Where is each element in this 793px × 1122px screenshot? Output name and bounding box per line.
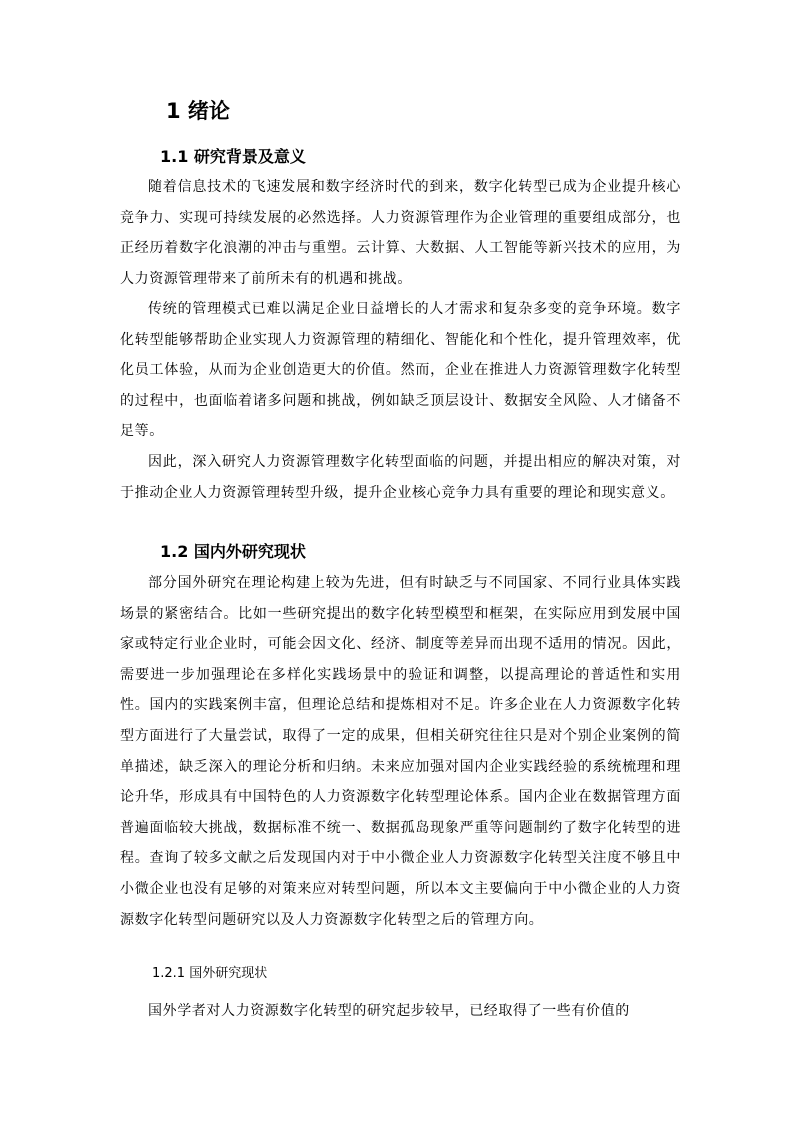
section-title-background: 1.1 研究背景及意义 (160, 147, 306, 166)
subsection-title-foreign-research: 1.2.1 国外研究现状 (152, 966, 268, 981)
paragraph-background-3: 因此，深入研究人力资源管理数字化转型面临的问题，并提出相应的解决对策，对于推动企业人力资源管理转型升级，提升企业核心竞争力具有重要的理论和现实意义。 (120, 454, 681, 501)
paragraph-background-1: 随着信息技术的飞速发展和数字经济时代的到来，数字化转型已成为企业提升核心竞争力、实现可持续发展的必然选择。人力资源管理作为企业管理的重要组成部分，也正经历着数字化浪潮的冲击与重塑。云计算、大数据、人工智能等新兴技术的应用，为人力资源管理带来了前所未有的机遇和挑战。 (120, 179, 681, 287)
paragraph-foreign-research: 国外学者对人力资源数字化转型的研究起步较早，已经取得了一些有价值的 (148, 1003, 630, 1019)
section-title-research-status: 1.2 国内外研究现状 (160, 542, 306, 561)
chapter-title: 1 绪论 (166, 99, 230, 123)
paragraph-research-status: 部分国外研究在理论构建上较为先进，但有时缺乏与不同国家、不同行业具体实践场景的紧密结合。比如一些研究提出的数字化转型模型和框架，在实际应用到发展中国家或特定行业企业时，可能会因文化、经济、制度等差异而出现不适用的情况。因此，需要进一步加强理论在多样化实践场景中的验证和调整，以提高理论的普适性和实用性。国内的实践案例丰富，但理论总结和提炼相对不足。许多企业在人力资源数字化转型方面进行了大量尝试，取得了一定的成果，但相关研究往往只是对个别企业案例的简单描述，缺乏深入的理论分析和归纳。未来应加强对国内企业实践经验的系统梳理和理论升华，形成具有中国特色的人力资源数字化转型理论体系。国内企业在数据管理方面普遍面临较大挑战，数据标准不统一、数据孤岛现象严重等问题制约了数字化转型的进程。查询了较多文献之后发现国内对于中小微企业人力资源数字化转型关注度不够且中小微企业也没有足够的对策来应对转型问题，所以本文主要偏向于中小微企业的人力资源数字化转型问题研究以及人力资源数字化转型之后的管理方向。 (120, 575, 681, 928)
paragraph-background-2: 传统的管理模式已难以满足企业日益增长的人才需求和复杂多变的竞争环境。数字化转型能够帮助企业实现人力资源管理的精细化、智能化和个性化，提升管理效率，优化员工体验，从而为企业创造更大的价值。然而，企业在推进人力资源管理数字化转型的过程中，也面临着诸多问题和挑战，例如缺乏顶层设计、数据安全风险、人才储备不足等。 (120, 301, 681, 440)
